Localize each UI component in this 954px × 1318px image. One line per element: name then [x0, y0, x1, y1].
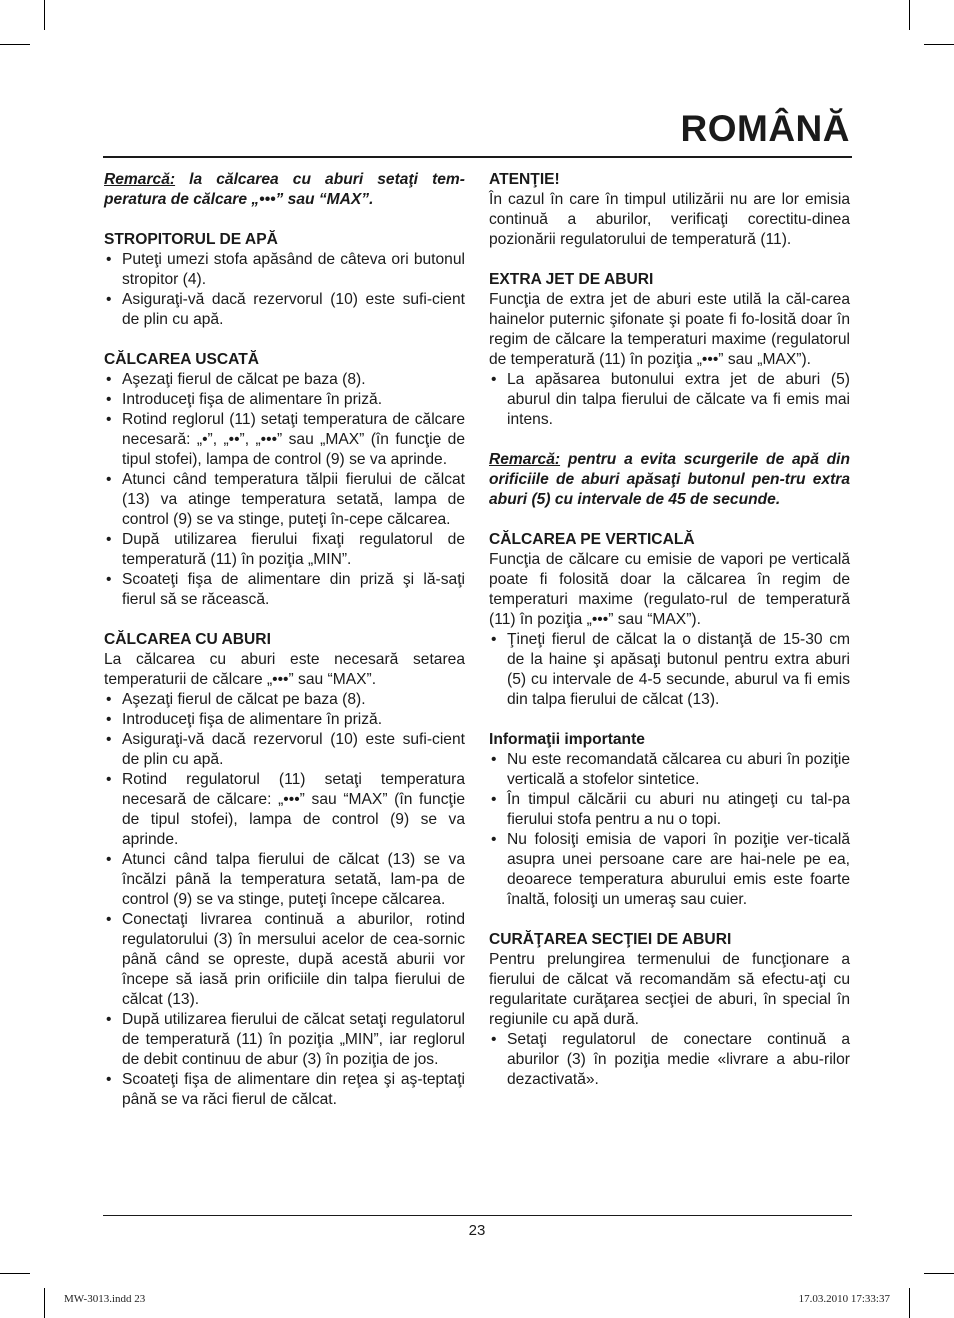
- paragraph: La călcarea cu aburi este necesară setarea temperaturii de călcare „•••” sau “MAX”.: [104, 651, 465, 688]
- section-heading: CURĂŢAREA SECŢIEI DE ABURI: [489, 931, 732, 948]
- crop-mark: [0, 44, 30, 45]
- section-heading: STROPITORUL DE APĂ: [104, 231, 278, 248]
- section-heading: CĂLCAREA PE VERTICALĂ: [489, 531, 695, 548]
- paragraph: În cazul în care în timpul utilizării nu are lor emisia continuă a aburilor, verificaţi corectitu-dinea pozionării regulatorului de temperatură (11).: [489, 191, 850, 248]
- spacer: [489, 510, 850, 530]
- bullet-list: [489, 630, 850, 710]
- section-heading: CĂLCAREA USCATĂ: [104, 351, 260, 368]
- list-item: • Atunci când temperatura tălpii fierului de călcat (13) va atinge temperatura setată, lampa de control (9) se va stinge, puteţi în-cepe călcarea.: [104, 470, 465, 530]
- spacer: [104, 330, 465, 350]
- list-item: • Rotind regulatorul (11) setaţi temperatura necesară de călcare: „•••” sau “MAX” (în funcţie de tipul stofei), lampa de control (9) se va aprinde.: [104, 770, 465, 850]
- crop-mark: [44, 0, 45, 30]
- list-item: • Ţineţi fierul de călcat la o distanţă de 15-30 cm de la haine şi apăsaţi butonul pentru extra aburi (5) cu intervale de 4-5 secunde, aburul va fi emis din talpa fierului de călcat (13).: [489, 630, 850, 710]
- list-item: • Nu este recomandată călcarea cu aburi în poziţie verticală a stofelor sintetice.: [489, 750, 850, 790]
- remark-label: Remarcă:: [489, 451, 561, 468]
- bullet-list: [489, 1030, 850, 1090]
- slug-date: 17.03.2010 17:33:37: [798, 1293, 890, 1305]
- spacer: [489, 430, 850, 450]
- left-column: [104, 170, 465, 1110]
- paragraph: Funcţia de extra jet de aburi este utilă la căl-carea hainelor puternic şifonate şi poate fi fo-losită doar în regim de călcare la temperaturi maxime (regulatorul de temperatură (11) în poziţia „•••” sau „MAX”).: [489, 291, 850, 368]
- remark-note: [489, 450, 850, 510]
- spacer: [489, 710, 850, 730]
- list-item: • După utilizarea fierului de călcat setaţi regulatorul de temperatură (11) în poziţia „MIN”, iar reglorul de debit continuu de abur (3) în poziţia de jos.: [104, 1010, 465, 1070]
- list-item: • Nu folosiţi emisia de vapori în poziţie ver-ticală asupra unei persoane care are hai-nele pe ea, deoarece temperatura aburului emis este foarte înaltă, folosiţi un umeraş sau cuier.: [489, 830, 850, 910]
- list-item: • La apăsarea butonului extra jet de aburi (5) aburul din talpa fierului de călcate va fi emis mai intens.: [489, 370, 850, 430]
- section-heading: ATENŢIE!: [489, 171, 560, 188]
- header-rule: [103, 156, 852, 158]
- bullet-list: [104, 250, 465, 330]
- list-item: • Scoateţi fişa de alimentare din priză şi lă-saţi fierul să se răcească.: [104, 570, 465, 610]
- page-number: 23: [468, 1222, 486, 1239]
- spacer: [104, 610, 465, 630]
- crop-mark: [924, 1273, 954, 1274]
- list-item: • Atunci când talpa fierului de călcat (13) se va încălzi până la temperatura setată, lam-pa de control (9) se va stinge, puteţi începe călcarea.: [104, 850, 465, 910]
- list-item: • După utilizarea fierului fixaţi regulatorul de temperatură (11) în poziţia „MIN”.: [104, 530, 465, 570]
- remark-note: [104, 170, 465, 210]
- list-item: • Conectaţi livrarea continuă a aburilor, rotind regulatorului (3) în mersului acelor de cea-sornic până când se opreste, după acestă aburii vor începe să iasă prin orificiile din talpa fierului de călcat (13).: [104, 910, 465, 1010]
- remark-text: la călcarea cu aburi setaţi tem-peratura de călcare „•••” sau “MAX”.: [104, 171, 465, 208]
- right-column: [489, 170, 850, 1090]
- list-item: • Introduceţi fişa de alimentare în priză.: [104, 390, 465, 410]
- section-heading: EXTRA JET DE ABURI: [489, 271, 654, 288]
- remark-label: Remarcă:: [104, 171, 176, 188]
- bullet-list: [489, 370, 850, 430]
- page-title: ROMÂNĂ: [680, 108, 850, 149]
- section-heading: CĂLCAREA CU ABURI: [104, 631, 271, 648]
- list-item: • Asiguraţi-vă dacă rezervorul (10) este sufi-cient de plin cu apă.: [104, 290, 465, 330]
- list-item: • Introduceţi fişa de alimentare în priză.: [104, 710, 465, 730]
- bullet-list: [489, 750, 850, 910]
- crop-mark: [0, 1273, 30, 1274]
- crop-mark: [924, 44, 954, 45]
- section-heading: Informaţii importante: [489, 731, 645, 748]
- list-item: • Rotind reglorul (11) setaţi temperatura de călcare necesară: „•”, „••”, „•••” sau „MAX” (în funcţie de tipul stofei), lampa de control (9) se va aprinde.: [104, 410, 465, 470]
- footer-rule: [103, 1215, 852, 1216]
- spacer: [104, 210, 465, 230]
- spacer: [489, 910, 850, 930]
- list-item: • În timpul călcării cu aburi nu atingeţi cu tal-pa fierului stofa pentru a nu o topi.: [489, 790, 850, 830]
- list-item: • Aşezaţi fierul de călcat pe baza (8).: [104, 370, 465, 390]
- list-item: • Scoateţi fişa de alimentare din reţea şi aş-teptaţi până se va răci fierul de călcat.: [104, 1070, 465, 1110]
- bullet-list: [104, 370, 465, 610]
- crop-mark: [909, 1288, 910, 1318]
- list-item: • Asiguraţi-vă dacă rezervorul (10) este sufi-cient de plin cu apă.: [104, 730, 465, 770]
- spacer: [489, 250, 850, 270]
- crop-mark: [44, 1288, 45, 1318]
- slug-file: MW-3013.indd 23: [64, 1293, 146, 1305]
- list-item: • Puteţi umezi stofa apăsând de câteva ori butonul stropitor (4).: [104, 250, 465, 290]
- list-item: • Setaţi regulatorul de conectare continuă a aburilor (3) în poziţia medie «livrare a abu-rilor dezactivată».: [489, 1030, 850, 1090]
- bullet-list: [104, 690, 465, 1110]
- remark-text: pentru a evita scurgerile de apă din orificiile de aburi apăsaţi butonul pen-tru extra aburi (5) cu intervale de 45 de secunde.: [489, 451, 850, 508]
- paragraph: Funcţia de călcare cu emisie de vapori pe verticală poate fi folosită doar la călcarea în regim de temperaturi maxime (regulato-rul de temperatură (11) în poziţia „•••” sau “MAX”).: [489, 551, 850, 628]
- paragraph: Pentru prelungirea termenului de funcţionare a fierului de călcat vă recomandăm să efectu-aţi cu regularitate curăţarea secţiei de aburi, în special în regiunile cu apă dură.: [489, 951, 850, 1028]
- crop-mark: [909, 0, 910, 30]
- list-item: • Aşezaţi fierul de călcat pe baza (8).: [104, 690, 465, 710]
